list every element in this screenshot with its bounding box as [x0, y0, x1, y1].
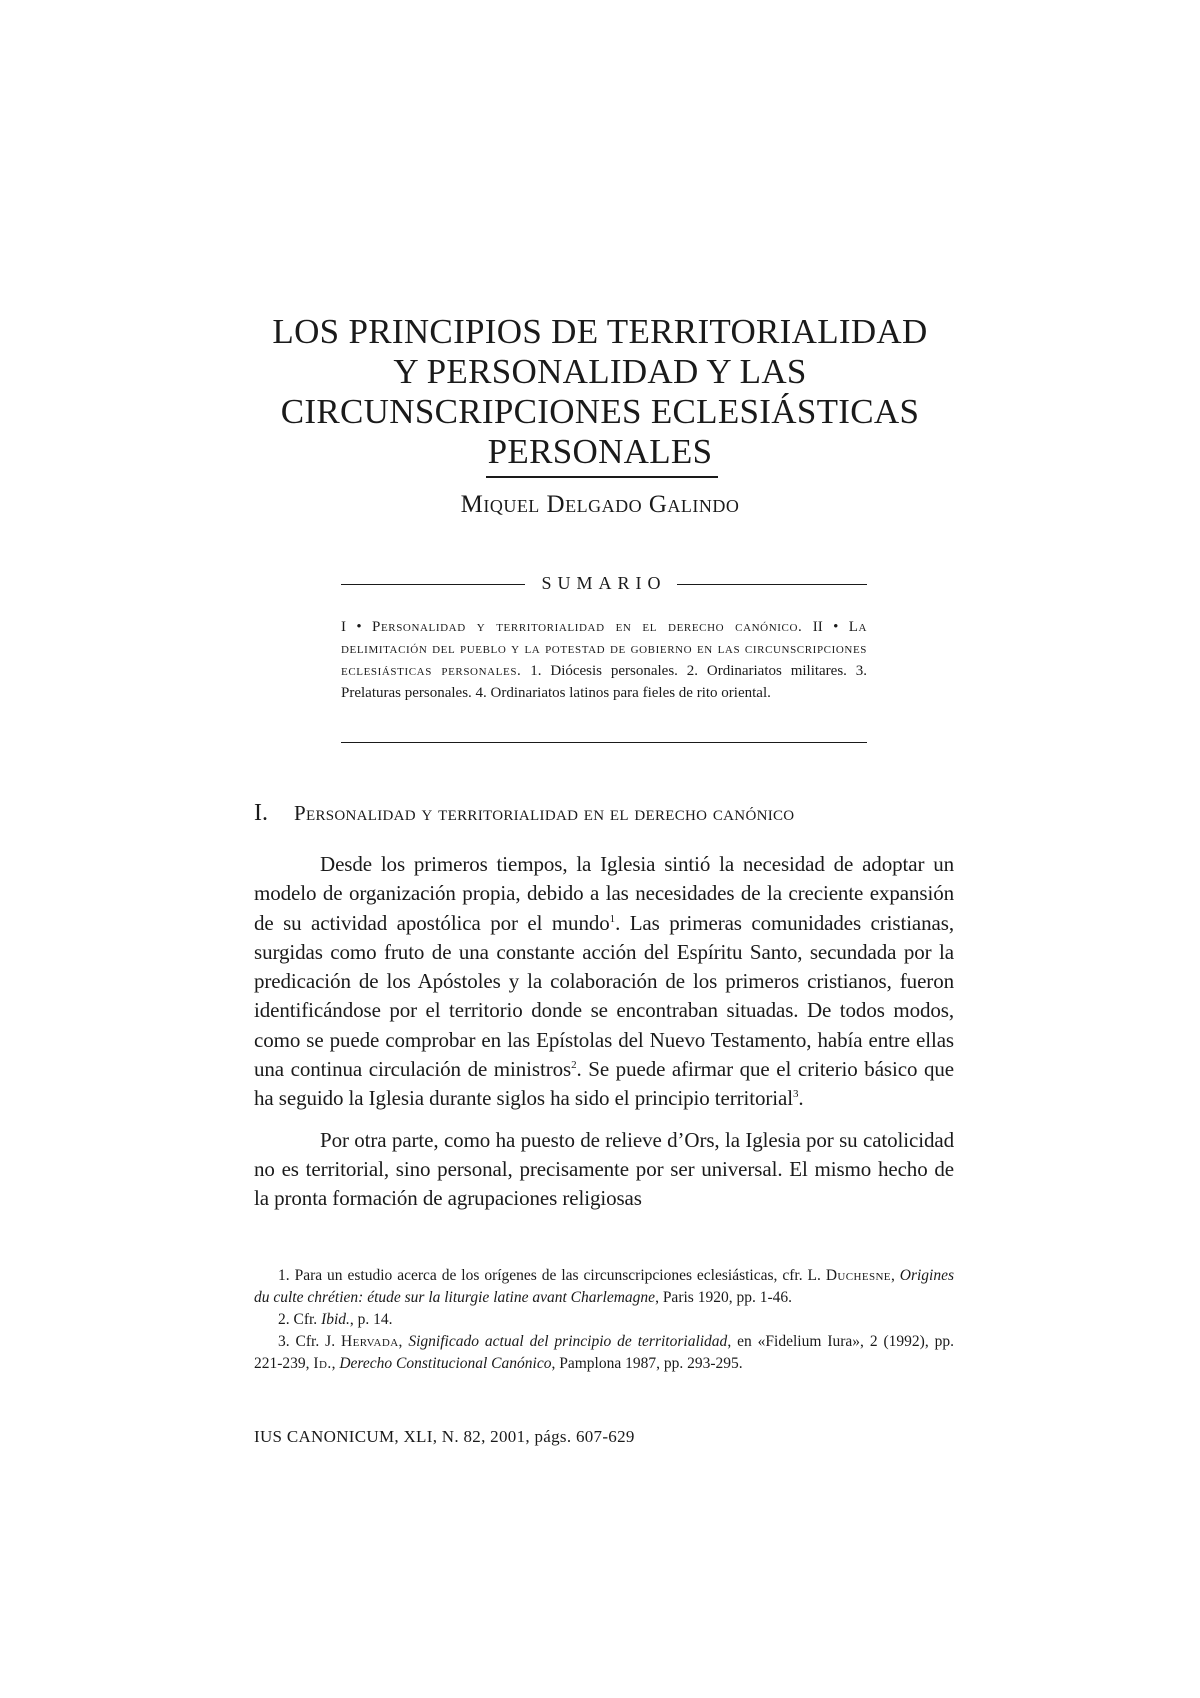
journal-citation: IUS CANONICUM, XLI, N. 82, 2001, págs. 607-629 — [254, 1427, 635, 1446]
sumario-rule-left — [341, 584, 525, 585]
footnote-ref[interactable]: 2 — [571, 1059, 577, 1072]
paragraph-text: . Se puede afirmar que el criterio básico que ha seguido la Iglesia durante siglos ha sido el principio territorial — [254, 1057, 954, 1111]
footnote-work-title: Derecho Constitucional Canónico — [339, 1355, 552, 1372]
paragraph-text: . Las primeras comunidades cristianas, surgidas como fruto de una constante acción del Espíritu Santo, secundada por la predicación de los Apóstoles y la colaboración de los primeros cristianos, fueron identificándose por el territorio donde se encontraban situadas. De todos modos, como se puede comprobar en las Epístolas del Nuevo Testamento, había entre ellas una continua circulación de ministros — [254, 910, 954, 1082]
footnotes — [254, 1265, 954, 1375]
title-line: LOS PRINCIPIOS DE TERRITORIALIDAD — [272, 312, 928, 351]
sumario-part-2-title: La delimitación del pueblo y la potestad de gobierno en las circunscripciones eclesiásticas personales. — [341, 619, 868, 679]
section-heading — [254, 800, 954, 826]
footnote-id: Id. — [313, 1355, 332, 1372]
footnote-author: Hervada — [341, 1333, 399, 1350]
sumario-bottom-rule — [341, 742, 867, 743]
footnote-text: , Paris 1920, pp. 1-46. — [655, 1289, 792, 1306]
sumario-body — [341, 616, 867, 704]
footnote: 3. Cfr. J. Hervada, Significado actual del principio de territorialidad, en «Fidelium Iura», 2 (1992), pp. 221-239, Id., Derecho Constitucional Canónico, Pamplona 1987, pp. 293-295. — [254, 1333, 955, 1372]
title-line: PERSONALES — [487, 432, 713, 471]
footnote-text: , en «Fidelium Iura», 2 (1992), pp. 221-239, — [254, 1333, 955, 1372]
footnote-ref[interactable]: 3 — [792, 1088, 799, 1101]
paragraph — [254, 850, 954, 1114]
footnote-text: 3. Cfr. J. — [278, 1333, 336, 1350]
title-line: Y PERSONALIDAD Y LAS — [393, 352, 807, 391]
sumario-part-1-title: Personalidad y territorialidad en el derecho canónico. — [372, 619, 803, 635]
body-text — [254, 850, 954, 1214]
section-title: Personalidad y territorialidad en el derecho canónico — [294, 801, 795, 825]
title-divider — [486, 476, 718, 478]
footnote-work-title: Significado actual del principio de territorialidad — [408, 1333, 728, 1350]
footnote: 1. Para un estudio acerca de los orígenes de las circunscripciones eclesiásticas, cfr. L. Duchesne, Origines du culte chrétien: étude sur la liturgie latine avant Charlemagne, Paris 1920, pp. 1-46. — [254, 1267, 955, 1306]
section-number: I. — [254, 800, 268, 826]
footnote-text: , p. 14. — [349, 1311, 393, 1328]
sumario-part-1-number: I • — [341, 619, 362, 635]
sumario-rule-right — [677, 584, 867, 585]
footnote-work-title: Origines du culte chrétien: étude sur la liturgie latine avant Charlemagne — [254, 1267, 955, 1306]
footnote-ref[interactable]: 1 — [609, 912, 616, 925]
paragraph-text: Desde los primeros tiempos, la Iglesia sintió la necesidad de adoptar un modelo de organización propia, debido a las necesidades de la creciente expansión de su actividad apostólica por el mundo — [254, 852, 954, 935]
sumario-part-2-number: II • — [812, 619, 839, 635]
footnote-ibid: Ibid. — [321, 1311, 350, 1328]
author-name: Miquel Delgado Galindo — [460, 491, 740, 518]
sumario-label: SUMARIO — [541, 573, 667, 593]
paragraph: Por otra parte, como ha puesto de relieve d’Ors, la Iglesia por su catolicidad no es territorial, sino personal, precisamente por ser universal. El mismo hecho de la pronta formación de agrupaciones religiosas — [254, 1127, 954, 1211]
footnote-text: 2. Cfr. — [278, 1311, 318, 1328]
paragraph-text: . — [798, 1086, 804, 1111]
sumario-header — [341, 572, 867, 592]
title-line: CIRCUNSCRIPCIONES ECLESIÁSTICAS — [280, 392, 920, 431]
footnote-text: 1. Para un estudio acerca de los orígenes de las circunscripciones eclesiásticas, cfr. L. — [278, 1267, 821, 1284]
footnote-text: , Pamplona 1987, pp. 293-295. — [551, 1355, 743, 1372]
sumario-items: 1. Diócesis personales. 2. Ordinariatos militares. 3. Prelaturas personales. 4. Ordinariatos latinos para fieles de rito oriental. — [341, 663, 868, 701]
footnote — [254, 1309, 954, 1331]
footnote-author: Duchesne — [825, 1267, 891, 1284]
article-title — [200, 312, 1000, 472]
